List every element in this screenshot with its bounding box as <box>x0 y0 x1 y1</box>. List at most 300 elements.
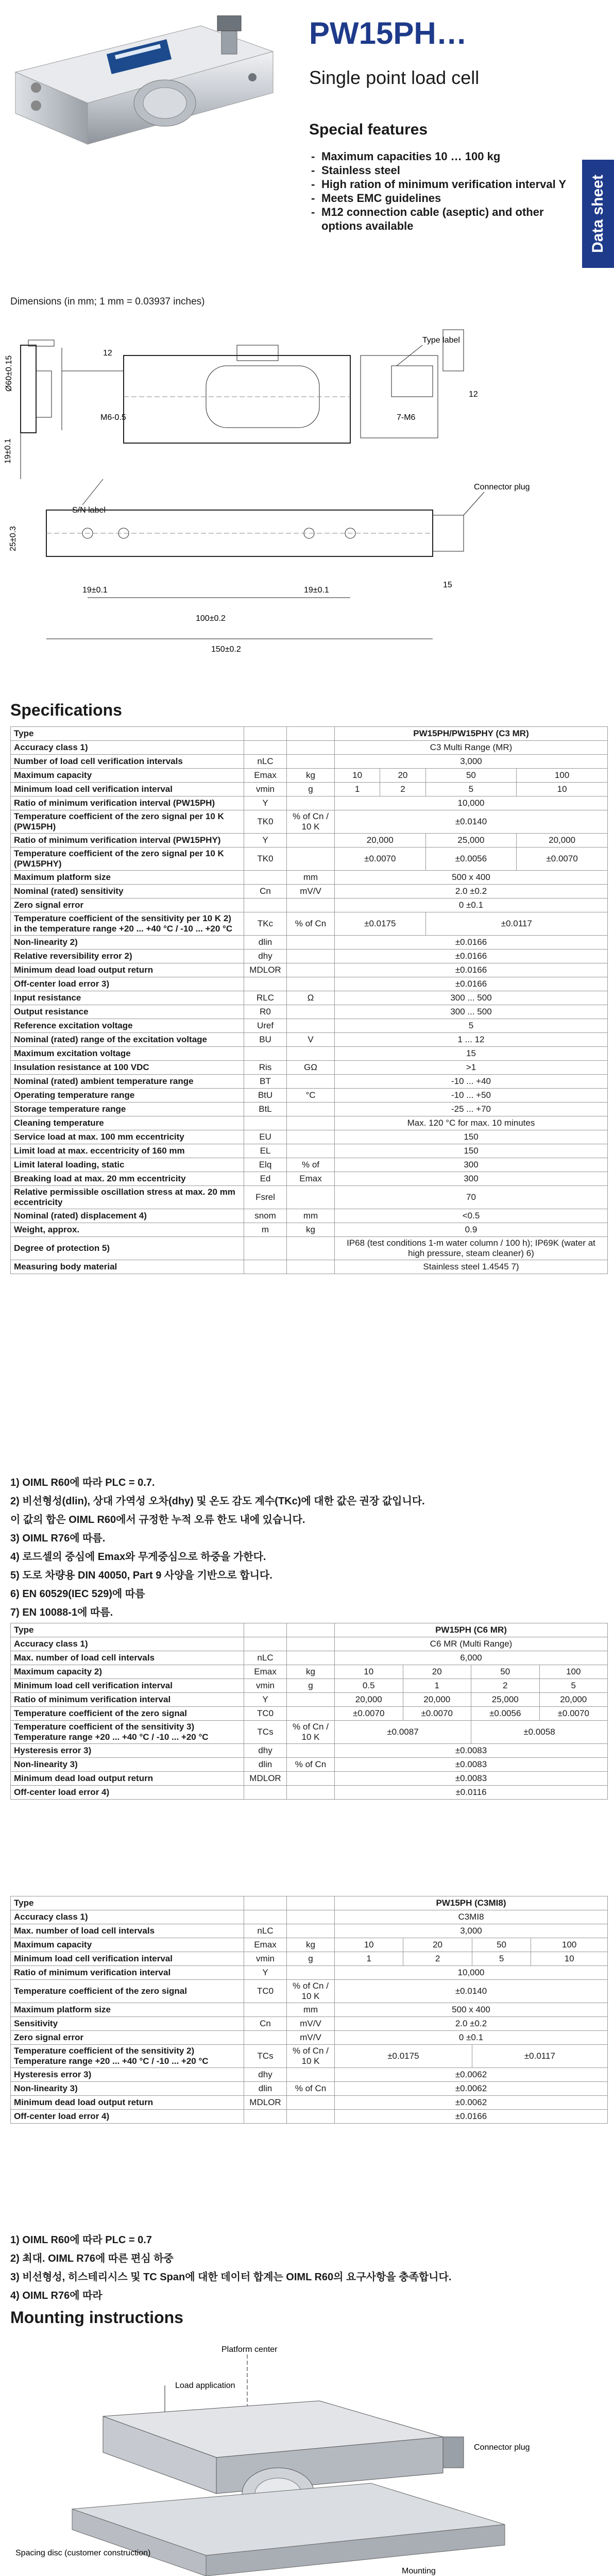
table-cell: Type <box>11 727 244 741</box>
table-cell <box>287 1130 335 1144</box>
table-cell <box>287 1637 335 1651</box>
table-cell <box>287 755 335 769</box>
table-cell: 150 <box>335 1130 608 1144</box>
table-cell: Relative reversibility error 2) <box>11 950 244 963</box>
table-row <box>11 1693 608 1707</box>
table-cell: Stainless steel 1.4545 7) <box>335 1260 608 1274</box>
table-cell <box>244 1237 287 1260</box>
table-row <box>11 950 608 963</box>
table-cell <box>287 1260 335 1274</box>
footnote: 5) 도로 차량용 DIN 40050, Part 9 사양을 기반으로 합니다. <box>10 1570 272 1581</box>
sn-label: S/N label <box>72 506 106 515</box>
table-row <box>11 912 608 936</box>
dimensions-note: Dimensions (in mm; 1 mm = 0.03937 inches) <box>10 296 205 307</box>
table-row <box>11 1186 608 1209</box>
table-cell: ±0.0083 <box>335 1758 608 1772</box>
table-cell: Nominal (rated) displacement 4) <box>11 1209 244 1223</box>
table-cell: % of Cn / 10 K <box>287 810 335 834</box>
footnote: 4) OIML R76에 따라 <box>10 2290 103 2301</box>
table-cell <box>287 899 335 912</box>
table-cell: Sensitivity <box>11 2017 244 2031</box>
table-row <box>11 1938 608 1952</box>
table-cell: ±0.0056 <box>425 848 517 871</box>
table-cell <box>287 848 335 871</box>
table-cell: Reference excitation voltage <box>11 1019 244 1033</box>
table-cell: 5 <box>425 783 517 796</box>
table-cell: Hysteresis error 3) <box>11 1744 244 1758</box>
table-cell: Type <box>11 1896 244 1910</box>
footnote: 6) EN 60529(IEC 529)에 따름 <box>10 1588 145 1600</box>
table-row <box>11 1089 608 1103</box>
table-row <box>11 1966 608 1980</box>
table-cell: Breaking load at max. 20 mm eccentricity <box>11 1172 244 1186</box>
table-cell: Y <box>244 1693 287 1707</box>
table-cell: snom <box>244 1209 287 1223</box>
specifications-table-c3mi8 <box>10 1896 608 2124</box>
dim-m6b: 7-M6 <box>397 413 416 422</box>
table-cell <box>287 2096 335 2110</box>
table-cell <box>244 1260 287 1274</box>
table-cell: mm <box>287 2003 335 2017</box>
table-row <box>11 2031 608 2045</box>
table-cell <box>244 871 287 885</box>
table-cell: 15 <box>335 1047 608 1061</box>
table-cell: Relative permissible oscillation stress at max. 20 mm eccentricity <box>11 1186 244 1209</box>
table-cell: % of Cn / 10 K <box>287 1980 335 2003</box>
table-cell: ±0.0166 <box>335 977 608 991</box>
table-row <box>11 2096 608 2110</box>
table-cell <box>287 796 335 810</box>
table-cell: 300 <box>335 1158 608 1172</box>
table-cell: ±0.0116 <box>335 1786 608 1800</box>
table-row <box>11 783 608 796</box>
table-row <box>11 977 608 991</box>
table-cell: dhy <box>244 950 287 963</box>
table-cell: Output resistance <box>11 1005 244 1019</box>
table-cell: ±0.0070 <box>403 1707 471 1721</box>
footnote: 1) OIML R60에 따라 PLC = 0.7. <box>10 1477 155 1488</box>
table-cell <box>287 1623 335 1637</box>
table-cell: Non-linearity 2) <box>11 936 244 950</box>
table-cell: Accuracy class 1) <box>11 741 244 755</box>
table-cell: Temperature coefficient of the sensitivity 2) Temperature range +20 ... +40 °C / -10 ... +20 °C <box>11 2045 244 2068</box>
table-cell <box>287 1744 335 1758</box>
table-row <box>11 1260 608 1274</box>
specifications-table-c6mr <box>10 1623 608 1800</box>
table-cell: Nominal (rated) range of the excitation voltage <box>11 1033 244 1047</box>
table-cell: g <box>287 1679 335 1693</box>
dim-d60: Ø60±0.15 <box>5 355 13 392</box>
table-cell: nLC <box>244 755 287 769</box>
footnote: 3) 비선형성, 히스테리시스 및 TC Span에 대한 데이터 합계는 OIML R60의 요구사항을 충족합니다. <box>10 2272 452 2283</box>
table-row <box>11 1952 608 1966</box>
table-row <box>11 1744 608 1758</box>
table-cell: % of Cn <box>287 2082 335 2096</box>
table-cell: TCs <box>244 2045 287 2068</box>
table-cell: 10 <box>335 1938 403 1952</box>
table-cell: Off-center load error 4) <box>11 1786 244 1800</box>
table-cell: Temperature coefficient of the zero signal <box>11 1707 244 1721</box>
table-cell: Maximum platform size <box>11 871 244 885</box>
table-cell: nLC <box>244 1924 287 1938</box>
connector-plug-label: Connector plug <box>474 483 530 492</box>
table-cell <box>244 2110 287 2124</box>
spacing-disc-label: Spacing disc (customer construction) <box>15 2549 151 2557</box>
table-cell <box>244 1637 287 1651</box>
table-cell: Minimum dead load output return <box>11 963 244 977</box>
table-row <box>11 1623 608 1637</box>
table-row <box>11 2003 608 2017</box>
table-cell: V <box>287 1033 335 1047</box>
feature-item: - High ration of minimum verification interval Y <box>309 177 572 191</box>
table-cell: Input resistance <box>11 991 244 1005</box>
table-cell: 25,000 <box>471 1693 540 1707</box>
load-application-label: Load application <box>175 2381 235 2390</box>
table-cell <box>244 977 287 991</box>
table-cell <box>244 1623 287 1637</box>
table-cell: 10 <box>517 783 608 796</box>
table-cell: ±0.0062 <box>335 2082 608 2096</box>
table-row <box>11 991 608 1005</box>
table-cell: Hysteresis error 3) <box>11 2068 244 2082</box>
table-cell: Minimum dead load output return <box>11 2096 244 2110</box>
table-cell: Maximum capacity <box>11 1938 244 1952</box>
table-cell: ±0.0166 <box>335 936 608 950</box>
table-cell <box>244 1910 287 1924</box>
table-cell: 10 <box>335 1665 403 1679</box>
table-cell <box>287 1910 335 1924</box>
table-cell: Ratio of minimum verification interval <box>11 1966 244 1980</box>
table-cell <box>287 963 335 977</box>
dim-d12b: 12 <box>469 390 478 399</box>
table-cell: 100 <box>517 769 608 783</box>
table-row <box>11 1721 608 1744</box>
table-cell: mm <box>287 871 335 885</box>
table-cell: g <box>287 1952 335 1966</box>
table-row <box>11 2045 608 2068</box>
table-cell: Nominal (rated) sensitivity <box>11 885 244 899</box>
footnote: 4) 로드셀의 중심에 Emax와 무게중심으로 하중을 가한다. <box>10 1551 266 1563</box>
table-cell: Off-center load error 4) <box>11 2110 244 2124</box>
type-label: Type label <box>422 336 460 345</box>
table-cell: ±0.0166 <box>335 2110 608 2124</box>
table-cell: 0 ±0.1 <box>335 899 608 912</box>
table-cell: Storage temperature range <box>11 1103 244 1116</box>
table-cell <box>287 1896 335 1910</box>
table-row <box>11 1910 608 1924</box>
table-cell: Number of load cell verification intervals <box>11 755 244 769</box>
table-cell: 500 x 400 <box>335 871 608 885</box>
table-row <box>11 796 608 810</box>
table-cell: Minimum load cell verification interval <box>11 1952 244 1966</box>
table-cell: PW15PH (C3MI8) <box>335 1896 608 1910</box>
table-row <box>11 1637 608 1651</box>
table-cell <box>287 2110 335 2124</box>
table-cell: ±0.0083 <box>335 1772 608 1786</box>
table-cell: Ed <box>244 1172 287 1186</box>
table-cell: kg <box>287 1938 335 1952</box>
dim-d150: 150±0.2 <box>211 645 241 654</box>
table-cell <box>244 2003 287 2017</box>
notes-c3mi8 <box>10 2231 451 2305</box>
table-cell: 2 <box>403 1952 472 1966</box>
table-cell: 300 ... 500 <box>335 991 608 1005</box>
table-row <box>11 1116 608 1130</box>
table-row <box>11 1061 608 1075</box>
table-row <box>11 1144 608 1158</box>
table-cell: ±0.0175 <box>335 912 426 936</box>
table-cell: % of Cn / 10 K <box>287 2045 335 2068</box>
table-cell: kg <box>287 1665 335 1679</box>
table-cell: Y <box>244 834 287 848</box>
table-cell: 20,000 <box>517 834 608 848</box>
table-cell: Temperature coefficient of the zero signal per 10 K (PW15PHY) <box>11 848 244 871</box>
table-cell: Minimum load cell verification interval <box>11 783 244 796</box>
feature-item: - Meets EMC guidelines <box>309 191 572 205</box>
table-cell: Cleaning temperature <box>11 1116 244 1130</box>
table-cell: dhy <box>244 2068 287 2082</box>
table-cell: ±0.0058 <box>471 1721 608 1744</box>
table-cell: 20 <box>403 1665 471 1679</box>
table-cell: Operating temperature range <box>11 1089 244 1103</box>
table-row <box>11 1707 608 1721</box>
table-cell: ±0.0062 <box>335 2096 608 2110</box>
table-row <box>11 1075 608 1089</box>
footnote: 2) 비선형성(dlin), 상대 가역성 오차(dhy) 및 온도 감도 계수(TKc)에 대한 값은 권장 값입니다. <box>10 1496 425 1507</box>
table-cell <box>244 2031 287 2045</box>
table-cell: ±0.0166 <box>335 963 608 977</box>
table-cell: dlin <box>244 936 287 950</box>
table-cell: IP68 (test conditions 1-m water column / 100 h); IP69K (water at high pressure, steam cleaner) 6) <box>335 1237 608 1260</box>
table-cell: RLC <box>244 991 287 1005</box>
table-cell: 0.5 <box>335 1679 403 1693</box>
table-cell: °C <box>287 1089 335 1103</box>
table-cell: Degree of protection 5) <box>11 1237 244 1260</box>
table-cell: >1 <box>335 1061 608 1075</box>
table-cell: ±0.0070 <box>335 1707 403 1721</box>
mounting-drawing <box>0 2339 614 2576</box>
table-row <box>11 727 608 741</box>
table-cell: Max. number of load cell intervals <box>11 1651 244 1665</box>
table-cell <box>287 1019 335 1033</box>
table-cell: Temperature coefficient of the zero signal <box>11 1980 244 2003</box>
table-row <box>11 1130 608 1144</box>
table-cell: ±0.0087 <box>335 1721 471 1744</box>
table-cell: 20,000 <box>403 1693 471 1707</box>
table-row <box>11 1924 608 1938</box>
table-cell: Nominal (rated) ambient temperature range <box>11 1075 244 1089</box>
table-cell: kg <box>287 769 335 783</box>
table-row <box>11 1005 608 1019</box>
table-cell <box>287 1005 335 1019</box>
table-cell <box>287 727 335 741</box>
table-cell: TK0 <box>244 848 287 871</box>
table-row <box>11 1019 608 1033</box>
table-cell: Cn <box>244 2017 287 2031</box>
table-cell: -25 ... +70 <box>335 1103 608 1116</box>
table-cell: Non-linearity 3) <box>11 2082 244 2096</box>
table-cell: Minimum load cell verification interval <box>11 1679 244 1693</box>
table-cell: 25,000 <box>425 834 517 848</box>
table-cell: Limit lateral loading, static <box>11 1158 244 1172</box>
table-cell: 1 <box>403 1679 471 1693</box>
table-cell: 20,000 <box>539 1693 608 1707</box>
table-cell: nLC <box>244 1651 287 1665</box>
table-cell <box>287 1237 335 1260</box>
table-cell: % of <box>287 1158 335 1172</box>
table-cell: vmin <box>244 1679 287 1693</box>
table-cell: Service load at max. 100 mm eccentricity <box>11 1130 244 1144</box>
table-cell <box>287 1186 335 1209</box>
dim-d15: 15 <box>443 581 452 589</box>
table-cell: C3MI8 <box>335 1910 608 1924</box>
table-cell: Weight, approx. <box>11 1223 244 1237</box>
table-cell <box>244 1116 287 1130</box>
table-cell: Fsrel <box>244 1186 287 1209</box>
dim-d19: 19±0.1 <box>4 438 12 464</box>
table-cell <box>287 1047 335 1061</box>
table-row <box>11 741 608 755</box>
table-row <box>11 755 608 769</box>
footnote: 7) EN 10088-1에 따름. <box>10 1607 113 1618</box>
table-row <box>11 1033 608 1047</box>
table-cell: Uref <box>244 1019 287 1033</box>
table-row <box>11 1679 608 1693</box>
dim-d19b: 19±0.1 <box>304 586 329 595</box>
table-cell: 150 <box>335 1144 608 1158</box>
table-cell <box>287 1103 335 1116</box>
table-cell: 2.0 ±0.2 <box>335 2017 608 2031</box>
table-row <box>11 834 608 848</box>
table-cell: 50 <box>472 1938 531 1952</box>
product-photo <box>5 15 294 155</box>
table-cell: 1 ... 12 <box>335 1033 608 1047</box>
table-cell: Temperature coefficient of the sensitivity 3) Temperature range +20 ... +40 °C / -10 ... +20 °C <box>11 1721 244 1744</box>
table-cell <box>287 1144 335 1158</box>
table-cell: MDLOR <box>244 1772 287 1786</box>
table-cell: Type <box>11 1623 244 1637</box>
table-cell: C3 Multi Range (MR) <box>335 741 608 755</box>
table-cell <box>287 977 335 991</box>
table-cell: MDLOR <box>244 2096 287 2110</box>
table-cell: Zero signal error <box>11 2031 244 2045</box>
dimension-drawing <box>0 309 614 690</box>
table-row <box>11 1665 608 1679</box>
features-list <box>309 149 572 233</box>
table-cell: BU <box>244 1033 287 1047</box>
table-cell: 10,000 <box>335 796 608 810</box>
table-cell: Maximum capacity <box>11 769 244 783</box>
table-row <box>11 1237 608 1260</box>
table-cell: Accuracy class 1) <box>11 1910 244 1924</box>
table-cell: 0.9 <box>335 1223 608 1237</box>
table-cell: 2.0 ±0.2 <box>335 885 608 899</box>
mounting-label: Mounting <box>402 2567 436 2575</box>
table-cell: ±0.0070 <box>539 1707 608 1721</box>
features-heading: Special features <box>309 121 428 138</box>
table-cell: 20 <box>380 769 425 783</box>
table-row <box>11 1758 608 1772</box>
table-cell <box>287 1075 335 1089</box>
table-row <box>11 1896 608 1910</box>
table-cell: 2 <box>380 783 425 796</box>
table-cell: m <box>244 1223 287 1237</box>
table-cell: <0.5 <box>335 1209 608 1223</box>
table-cell <box>287 1707 335 1721</box>
table-cell <box>287 1693 335 1707</box>
table-cell: % of Cn / 10 K <box>287 1721 335 1744</box>
table-row <box>11 2082 608 2096</box>
table-cell: 5 <box>539 1679 608 1693</box>
table-cell: Y <box>244 1966 287 1980</box>
table-cell <box>287 1772 335 1786</box>
table-cell: mm <box>287 1209 335 1223</box>
table-cell: 3,000 <box>335 1924 608 1938</box>
table-cell: ±0.0140 <box>335 810 608 834</box>
feature-item: - Maximum capacities 10 … 100 kg <box>309 149 572 163</box>
table-cell: Cn <box>244 885 287 899</box>
table-cell: Off-center load error 3) <box>11 977 244 991</box>
footnote: 1) OIML R60에 따라 PLC = 0.7 <box>10 2234 152 2246</box>
table-cell: GΩ <box>287 1061 335 1075</box>
specifications-table-c3mr <box>10 726 608 1274</box>
table-cell: mV/V <box>287 2017 335 2031</box>
table-row <box>11 1209 608 1223</box>
table-row <box>11 1047 608 1061</box>
feature-item: - Stainless steel <box>309 163 572 177</box>
connector-plug-label-2: Connector plug <box>474 2443 530 2452</box>
table-cell <box>287 1786 335 1800</box>
table-cell: ±0.0140 <box>335 1980 608 2003</box>
table-cell: Limit load at max. eccentricity of 160 mm <box>11 1144 244 1158</box>
data-sheet-tab: Data sheet <box>582 160 614 268</box>
footnote: 3) OIML R76에 따름. <box>10 1533 106 1544</box>
table-cell: 6,000 <box>335 1651 608 1665</box>
specifications-heading: Specifications <box>10 701 122 719</box>
table-row <box>11 2017 608 2031</box>
table-cell: Insulation resistance at 100 VDC <box>11 1061 244 1075</box>
table-cell: Minimum dead load output return <box>11 1772 244 1786</box>
table-cell: Emax <box>244 1938 287 1952</box>
table-cell: 1 <box>335 783 380 796</box>
table-cell: g <box>287 783 335 796</box>
table-cell: TC0 <box>244 1980 287 2003</box>
table-cell: Ω <box>287 991 335 1005</box>
table-row <box>11 1772 608 1786</box>
table-row <box>11 2110 608 2124</box>
table-cell: 100 <box>539 1665 608 1679</box>
footnote: 이 값의 합은 OIML R60에서 규정한 누적 오류 한도 내에 있습니다. <box>10 1514 305 1526</box>
table-cell: Max. 120 °C for max. 10 minutes <box>335 1116 608 1130</box>
table-cell: EL <box>244 1144 287 1158</box>
table-cell: Elq <box>244 1158 287 1172</box>
table-cell: 2 <box>471 1679 540 1693</box>
table-row <box>11 2068 608 2082</box>
table-row <box>11 1158 608 1172</box>
table-cell <box>244 1786 287 1800</box>
table-cell: Y <box>244 796 287 810</box>
table-cell: mV/V <box>287 885 335 899</box>
mounting-heading: Mounting instructions <box>10 2308 183 2327</box>
table-cell: Zero signal error <box>11 899 244 912</box>
table-cell <box>244 727 287 741</box>
footnote: 2) 최대. OIML R76에 따른 편심 하중 <box>10 2253 174 2264</box>
table-row <box>11 871 608 885</box>
dim-d100: 100±0.2 <box>196 614 226 623</box>
table-cell <box>287 1116 335 1130</box>
table-cell: 100 <box>531 1938 608 1952</box>
platform-center-label: Platform center <box>221 2345 278 2354</box>
